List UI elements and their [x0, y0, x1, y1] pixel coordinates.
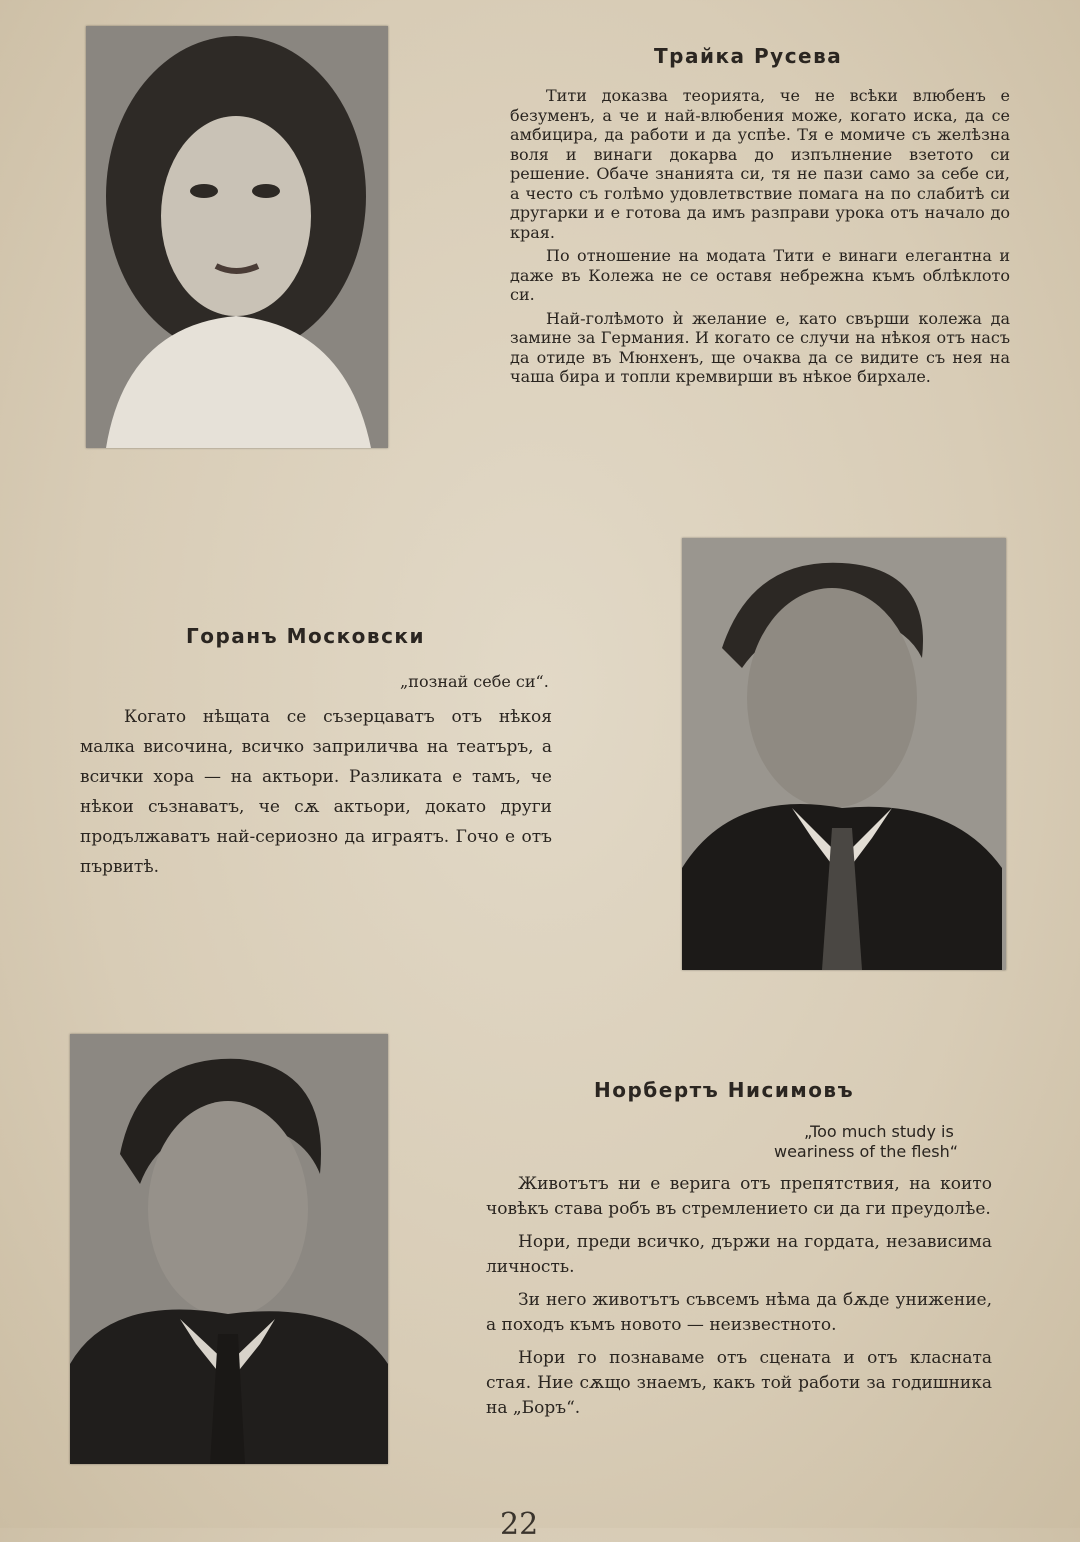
- entry-name: Горанъ Московски: [186, 624, 426, 648]
- motto: „познай себе си“.: [400, 672, 549, 691]
- paragraph: Тити доказва теорията, че не всѣки влюбенъ е безуменъ, а че и най-влюбения може, когато иска, да се амбицира, да работи и да успѣе. Тя е момиче съ желѣзна воля и винаги докарва до изпълнение взетото си решение. Обаче знанията си, тя не пази само за себе си, а често съ голѣмо удовлетвствие помага на по слабитѣ си другарки и е готова да имъ разправи урока отъ начало до края.: [510, 86, 1010, 242]
- entry-name: Норбертъ Нисимовъ: [594, 1078, 855, 1102]
- page-number: 22: [500, 1507, 539, 1542]
- paragraph: Нори го познаваме отъ сцената и отъ класната стая. Ние сѫщо знаемъ, какъ той работи за годишника на „Боръ“.: [486, 1348, 992, 1418]
- paragraph: Когато нѣщата се съзерцаватъ отъ нѣкоя малка височина, всичко заприличва на театъръ, а всички хора — на актьори. Разликата е тамъ, че нѣкои съзнаватъ, че сѫ актьори, докато други продължаватъ най-сериозно да играятъ. Гочо е отъ първитѣ.: [80, 707, 552, 877]
- entry-name: Трайка Русева: [654, 44, 843, 68]
- motto-line: „Too much study is: [804, 1122, 954, 1141]
- portrait-photo-norbert: [70, 1034, 388, 1464]
- entry-text: [510, 86, 1010, 391]
- entry-text: [486, 1172, 992, 1429]
- paragraph: Нори, преди всичко, държи на гордата, независима личность.: [486, 1232, 992, 1277]
- paragraph: Най-голѣмото ѝ желание е, като свърши колежа да замине за Германия. И когато се случи на нѣкоя отъ насъ да отиде въ Мюнхенъ, ще очаква да се видите съ нея на чаша бира и топли кремвирши въ нѣкое бирхале.: [510, 308, 1010, 386]
- entry-text: [80, 702, 552, 886]
- paragraph: По отношение на модата Тити е винаги елегантна и даже въ Колежа не се оставя небрежна къмъ облѣклото си.: [510, 246, 1010, 304]
- portrait-photo-goran: [682, 538, 1006, 970]
- paragraph: Животътъ ни е верига отъ препятствия, на които човѣкъ става робъ въ стремлението си да ги преудолѣе.: [486, 1174, 992, 1219]
- paragraph: Зи него животътъ съвсемъ нѣма да бѫде унижение, а походъ къмъ новото — неизвестното.: [486, 1290, 992, 1335]
- motto-line: weariness of the flesh“: [774, 1142, 959, 1161]
- portrait-photo-traika: [86, 26, 388, 448]
